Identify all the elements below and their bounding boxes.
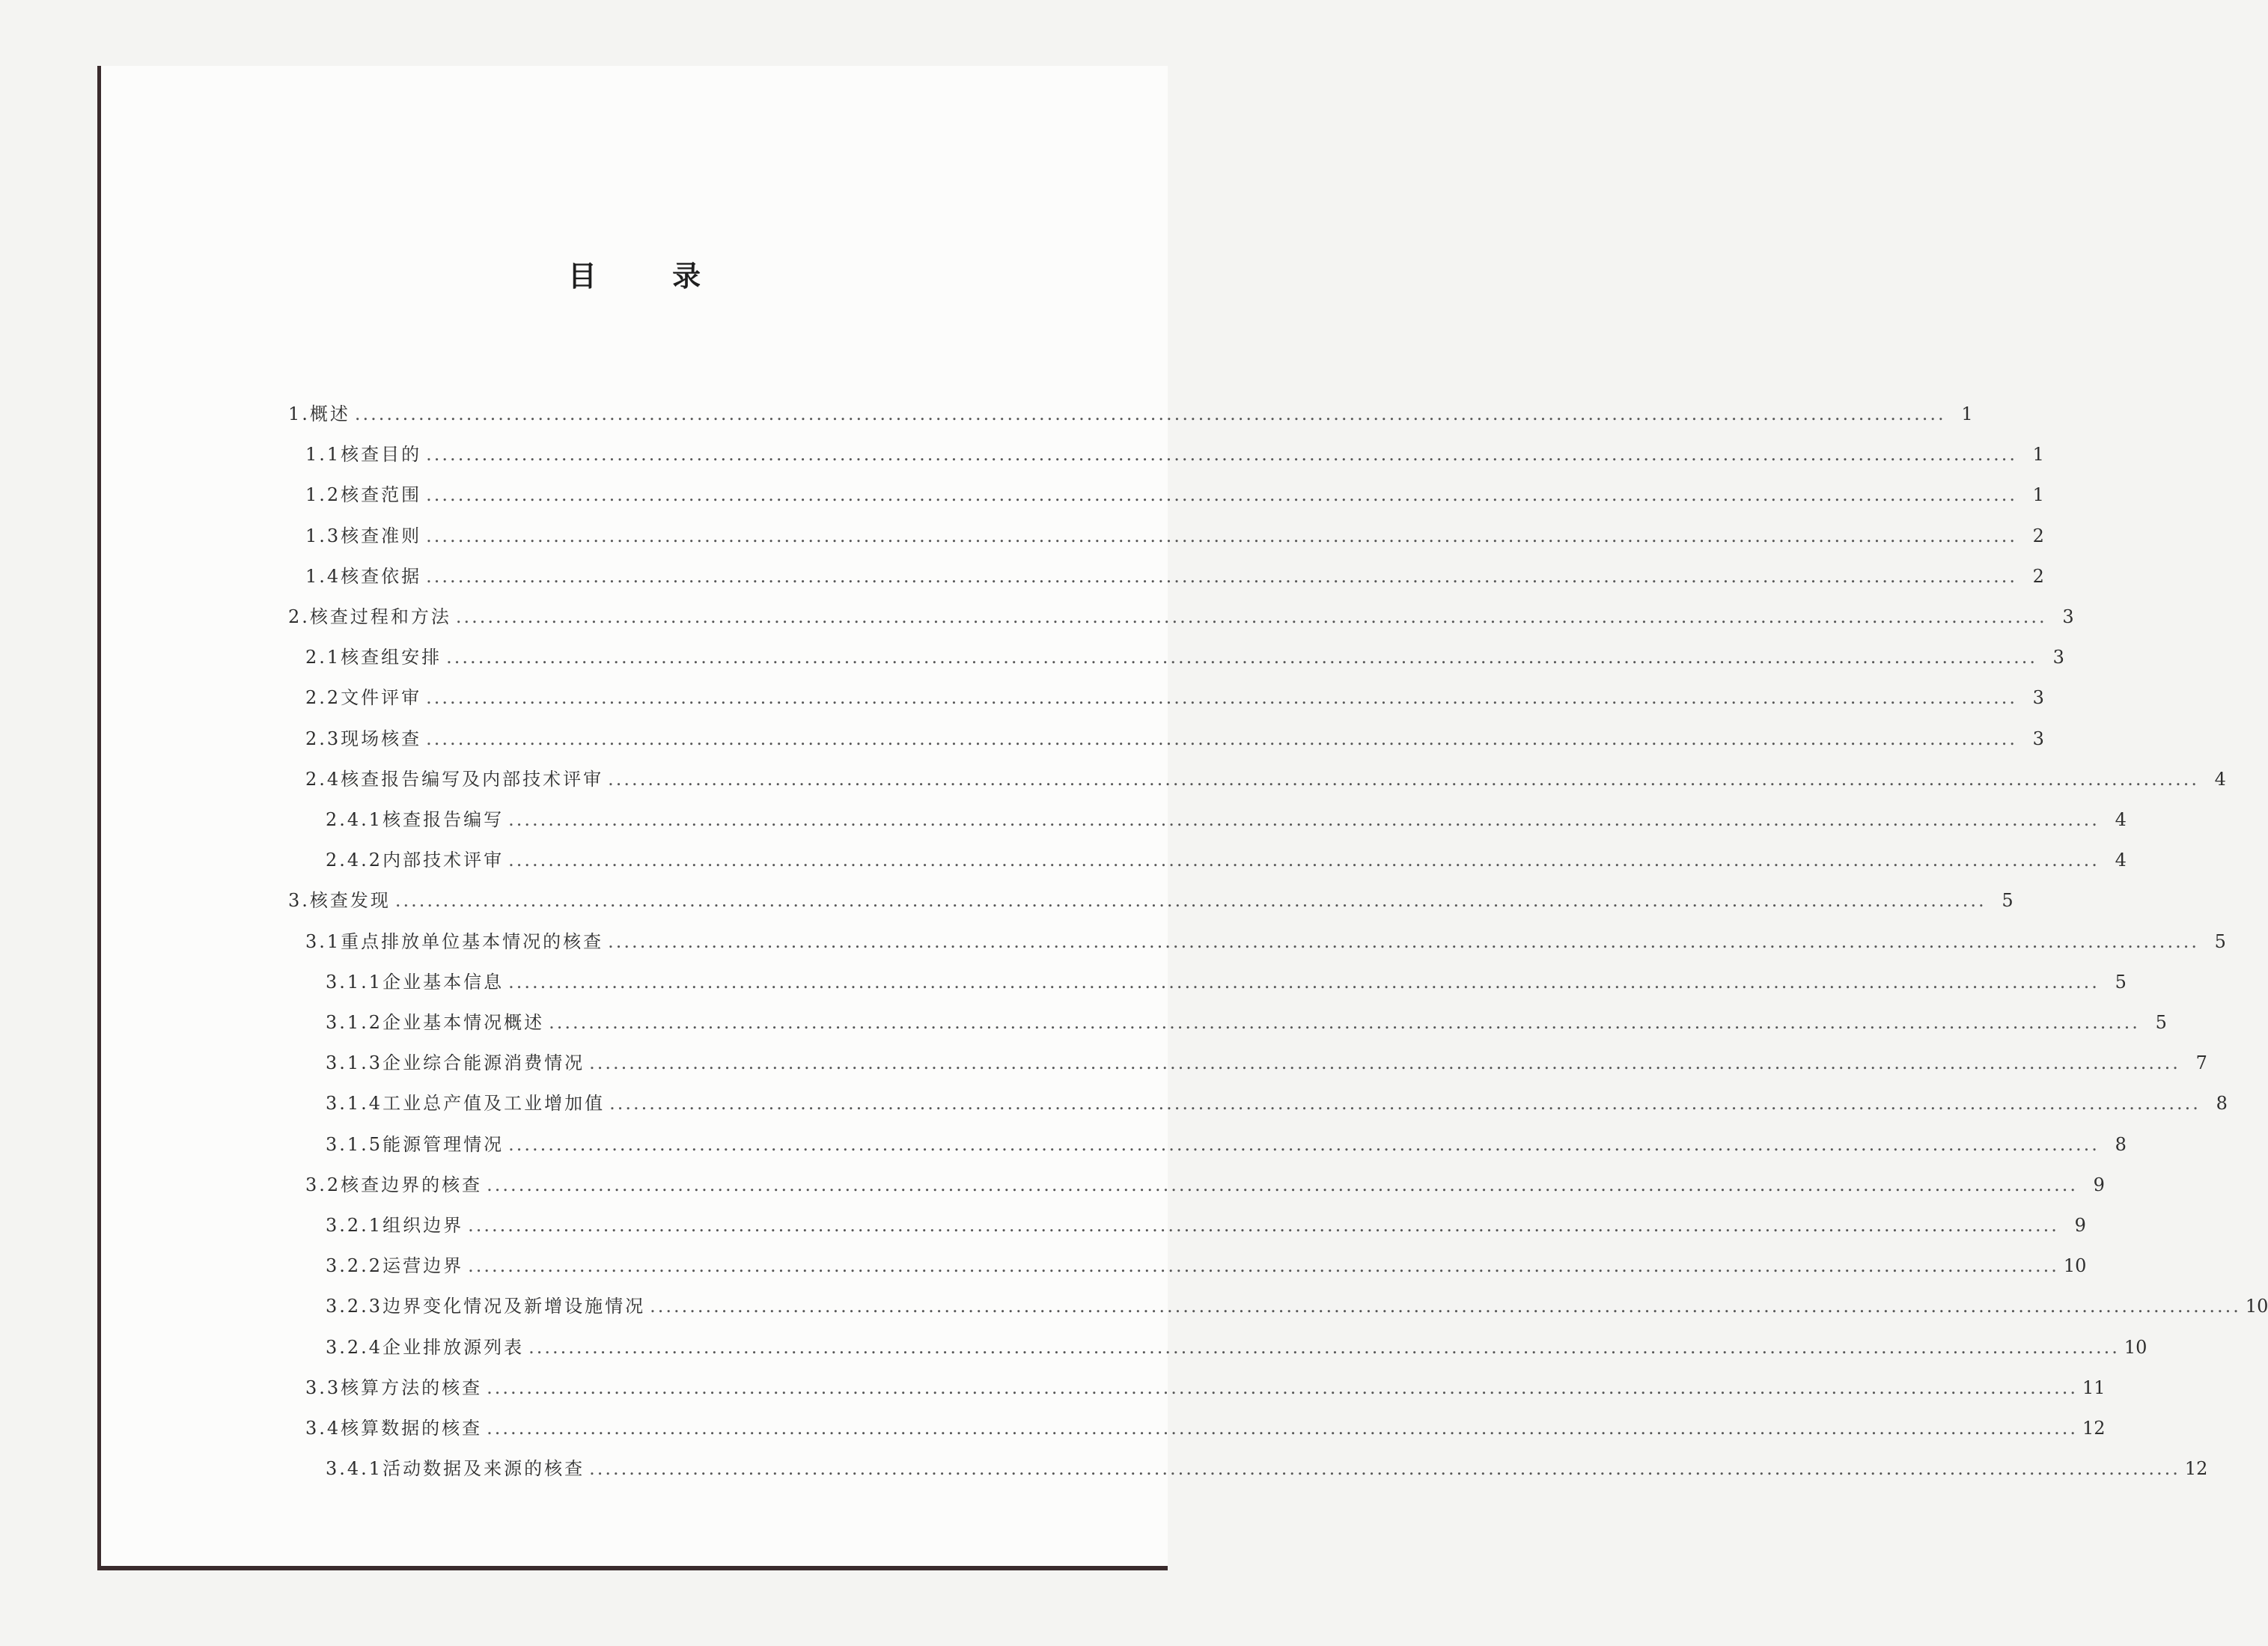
toc-entry-page: 12 (2082, 1418, 2106, 1439)
toc-entry-page: 8 (2216, 1093, 2228, 1114)
toc-entry-page: 2 (2032, 566, 2044, 587)
toc-entry[interactable] (288, 886, 2014, 915)
toc-leader-dots: ........................................................................................................................................................................................................ (650, 1296, 2241, 1317)
toc-leader-dots: ........................................................................................................................................................................................................ (528, 1337, 2120, 1358)
toc-entry[interactable] (326, 1048, 2207, 1078)
toc-entry-label: 3.4核算数据的核查 (305, 1418, 483, 1439)
toc-entry[interactable] (305, 724, 2044, 754)
toc-entry-page: 1 (2032, 444, 2044, 465)
toc-entry[interactable] (305, 1170, 2105, 1200)
toc-entry[interactable] (305, 480, 2044, 510)
toc-entry-label: 1.3核查准则 (305, 525, 422, 546)
toc-entry-page: 9 (2074, 1215, 2086, 1236)
toc-entry-label: 1.4核查依据 (305, 566, 422, 587)
toc-leader-dots: ........................................................................................................................................................................................................ (589, 1052, 2180, 1073)
toc-entry-page: 5 (2002, 890, 2014, 911)
toc-leader-dots: ........................................................................................................................................................................................................ (394, 890, 1987, 911)
toc-entry-page: 1 (1961, 403, 1973, 424)
toc-entry-label: 3.2核查边界的核查 (305, 1174, 483, 1195)
toc-entry[interactable] (326, 805, 2127, 835)
toc-leader-dots: ........................................................................................................................................................................................................ (508, 1134, 2100, 1155)
toc-entry[interactable] (305, 927, 2226, 957)
toc-entry-page: 10 (2124, 1337, 2147, 1358)
toc-entry-label: 2.4核查报告编写及内部技术评审 (305, 769, 604, 790)
toc-entry-page: 4 (2115, 850, 2127, 871)
toc-leader-dots: ........................................................................................................................................................................................................ (426, 525, 2017, 546)
toc-entry[interactable] (305, 764, 2226, 794)
toc-entry[interactable] (288, 399, 1973, 429)
toc-entry-label: 3.1.4工业总产值及工业增加值 (326, 1093, 606, 1114)
toc-leader-dots: ........................................................................................................................................................................................................ (354, 403, 1946, 424)
toc-entry-label: 2.核查过程和方法 (288, 606, 451, 627)
document-page (97, 66, 2268, 1570)
toc-entry-page: 9 (2093, 1174, 2105, 1195)
toc-entry-label: 3.1.3企业综合能源消费情况 (326, 1052, 585, 1073)
toc-leader-dots: ........................................................................................................................................................................................................ (426, 566, 2017, 587)
toc-leader-dots: ........................................................................................................................................................................................................ (446, 647, 2037, 668)
toc-entry[interactable] (326, 845, 2127, 875)
toc-entry-label: 3.2.3边界变化情况及新增设施情况 (326, 1296, 646, 1317)
toc-entry-page: 3 (2032, 687, 2044, 708)
toc-entry[interactable] (326, 1008, 2167, 1037)
toc-entry[interactable] (305, 1373, 2106, 1403)
toc-entry[interactable] (305, 683, 2044, 713)
toc-leader-dots: ........................................................................................................................................................................................................ (426, 687, 2017, 708)
toc-entry-label: 2.2文件评审 (305, 687, 422, 708)
toc-leader-dots: ........................................................................................................................................................................................................ (487, 1377, 2078, 1398)
toc-entry-label: 2.4.2内部技术评审 (326, 850, 504, 871)
toc-entry-label: 1.1核查目的 (305, 444, 422, 465)
toc-entry-page: 8 (2115, 1134, 2127, 1155)
toc-entry[interactable] (326, 1130, 2127, 1159)
toc-entry-page: 10 (2245, 1296, 2268, 1317)
toc-leader-dots: ........................................................................................................................................................................................................ (487, 1174, 2078, 1195)
toc-entry[interactable] (305, 439, 2044, 469)
toc-leader-dots: ........................................................................................................................................................................................................ (609, 1093, 2201, 1114)
toc-entry-page: 3 (2062, 606, 2074, 627)
toc-entry[interactable] (326, 1291, 2268, 1321)
toc-leader-dots: ........................................................................................................................................................................................................ (508, 972, 2100, 993)
toc-entry[interactable] (326, 1332, 2147, 1362)
toc-entry[interactable] (305, 1413, 2106, 1443)
toc-entry-label: 2.1核查组安排 (305, 647, 442, 668)
toc-leader-dots: ........................................................................................................................................................................................................ (608, 769, 2199, 790)
toc-entry-page: 11 (2082, 1377, 2106, 1398)
toc-entry[interactable] (326, 1088, 2228, 1118)
toc-title: 目 录 (567, 259, 734, 293)
toc-entry-page: 7 (2195, 1052, 2207, 1073)
toc-entry[interactable] (326, 1454, 2208, 1484)
toc-entry-label: 3.1.5能源管理情况 (326, 1134, 504, 1155)
toc-leader-dots: ........................................................................................................................................................................................................ (549, 1012, 2140, 1033)
toc-entry-label: 3.3核算方法的核查 (305, 1377, 483, 1398)
toc-entry[interactable] (305, 561, 2044, 591)
toc-entry-label: 3.1.2企业基本情况概述 (326, 1012, 545, 1033)
toc-leader-dots: ........................................................................................................................................................................................................ (508, 809, 2100, 830)
toc-entry-page: 2 (2032, 525, 2044, 546)
toc-entry-page: 12 (2184, 1458, 2208, 1479)
toc-leader-dots: ........................................................................................................................................................................................................ (426, 484, 2017, 505)
toc-entry[interactable] (326, 967, 2127, 997)
toc-entry[interactable] (288, 602, 2074, 632)
toc-entry-page: 5 (2155, 1012, 2167, 1033)
toc-entry-page: 1 (2032, 484, 2044, 505)
toc-entry-label: 3.2.1组织边界 (326, 1215, 464, 1236)
toc-entry-page: 4 (2115, 809, 2127, 830)
toc-entry-label: 3.2.2运营边界 (326, 1255, 464, 1276)
toc-entry[interactable] (305, 521, 2044, 551)
toc-entry-label: 1.2核查范围 (305, 484, 422, 505)
toc-entry-page: 3 (2052, 647, 2064, 668)
toc-leader-dots: ........................................................................................................................................................................................................ (426, 728, 2017, 749)
toc-entry-label: 2.4.1核查报告编写 (326, 809, 504, 830)
toc-entry-label: 2.3现场核查 (305, 728, 422, 749)
toc-entry-label: 1.概述 (288, 403, 350, 424)
toc-leader-dots: ........................................................................................................................................................................................................ (487, 1418, 2078, 1439)
toc-entry-label: 3.1.1企业基本信息 (326, 972, 504, 993)
toc-leader-dots: ........................................................................................................................................................................................................ (589, 1458, 2180, 1479)
toc-entry-page: 10 (2063, 1255, 2087, 1276)
toc-entry[interactable] (326, 1210, 2086, 1240)
toc-entry[interactable] (305, 642, 2064, 672)
toc-leader-dots: ........................................................................................................................................................................................................ (468, 1255, 2059, 1276)
toc-entry[interactable] (326, 1251, 2087, 1281)
toc-entry-page: 5 (2115, 972, 2127, 993)
toc-leader-dots: ........................................................................................................................................................................................................ (455, 606, 2047, 627)
toc-entry-label: 3.2.4企业排放源列表 (326, 1337, 525, 1358)
toc-leader-dots: ........................................................................................................................................................................................................ (508, 850, 2100, 871)
toc-entry-page: 5 (2214, 931, 2226, 952)
toc-entry-label: 3.核查发现 (288, 890, 391, 911)
toc-entry-page: 3 (2032, 728, 2044, 749)
toc-entry-page: 4 (2214, 769, 2226, 790)
toc-entry-label: 3.4.1活动数据及来源的核查 (326, 1458, 585, 1479)
toc-entry-label: 3.1重点排放单位基本情况的核查 (305, 931, 604, 952)
toc-leader-dots: ........................................................................................................................................................................................................ (468, 1215, 2059, 1236)
toc-leader-dots: ........................................................................................................................................................................................................ (608, 931, 2199, 952)
toc-leader-dots: ........................................................................................................................................................................................................ (426, 444, 2017, 465)
